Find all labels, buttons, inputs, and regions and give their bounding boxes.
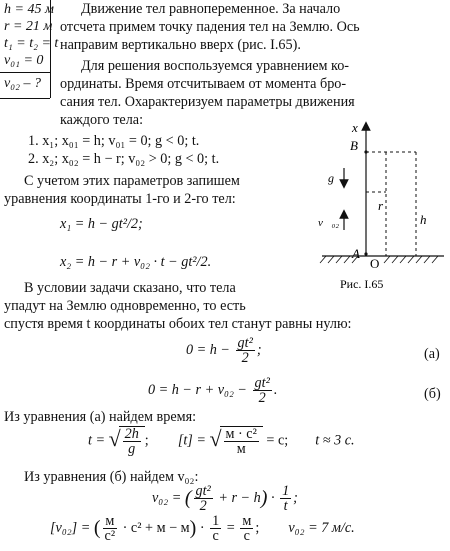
unit-d2: с [212,528,219,544]
v02-unit-equation: [v₀₂] = ( $\frac{м}{\text{с²}}$ · с² + м − м) · $\frac{1}{с}$ = $\frac{м}{с}$ ; v₀₂ = 7 м/с. [50,513,355,544]
time-lhs: t = [88,432,106,449]
time-num: 2h [124,426,139,442]
time-unit-lhs: [t] = [177,432,206,449]
sqrt-sign: √ [108,426,121,451]
v02-fraction [194,484,213,513]
given-v01: v₀₁ = 0 [4,53,44,68]
paren-close: ) [260,487,268,509]
time-approx: t ≈ 3 с. [315,432,355,449]
label-v02: v⃗₀₂ [318,217,340,229]
point-B: B [350,138,358,153]
unit-mid: · с² + м − м [122,519,190,536]
label-h: h [420,212,427,227]
figure-i65 [316,116,448,312]
v02-lhs: v₀₂ = [152,489,182,506]
intro-line-4: Для решения воспользуемся уравнением ко- [81,58,350,74]
equation-x2: x₂ = h − r + v₀₂ · t − gt²/2. [60,254,212,270]
given-divider [0,72,50,73]
time-sep: ; [144,432,149,449]
point-O: O [370,256,380,271]
params-line-1: 1. x₁; x₀₁ = h; v₀₁ = 0; g < 0; t. [28,133,200,149]
unit-frac-3 [240,514,253,543]
paren-open-2: ( [93,517,101,539]
unit-n1: м [103,514,118,529]
v02-den2: t [283,498,288,514]
given-t: t₁ = t₂ = t [4,36,59,51]
equation-b-fraction [253,376,272,405]
v02-mid: + r − h [218,489,261,506]
time-sqrt [109,426,145,456]
unit-d3: с [243,528,250,544]
mid-text-1: С учетом этих параметров запишем [24,173,240,189]
v02-equation: v₀₂ = ( $\frac{\text{gt²}}{2}$ + r − h) · $\frac{1}{t}$ ; [152,483,298,514]
v02-den: 2 [199,498,207,514]
mid-text-2: уравнения координаты 1-го и 2-го тел: [4,191,236,207]
intro-line-5: ординаты. Время отсчитываем от момента бро- [60,76,347,92]
point-A: A [352,246,360,261]
v02-unit-lhs: [v₀₂] = [50,519,91,536]
dot-A [364,252,367,255]
time-unit-den: м [236,441,246,457]
label-g: g⃗ [328,171,344,185]
intro-line-7: каждого тела: [60,112,144,128]
intro-line-3: направим вертикально вверх (рис. I.65). [60,37,301,53]
given-r: r = 21 м [4,19,53,34]
v02-result: v₀₂ = 7 м/с. [288,519,355,536]
unit-frac-2 [210,514,221,543]
dot-B [364,150,367,153]
intro-line-1: Движение тел равнопеременное. За начало [81,1,341,17]
find-v02: v₀₂ – ? [4,76,41,91]
label-r: r [378,198,384,213]
time-unit-num: м · с² [225,426,257,442]
sqrt-sign-2: √ [209,426,222,451]
equation-b-den: 2 [258,390,266,406]
unit-n2: 1 [212,513,220,529]
equation-a [186,336,262,365]
equation-x1: x₁ = h − gt²/2; [60,216,143,232]
equation-a-num: gt² [237,335,253,351]
from-b-text: Из уравнения (б) найдем v₀₂: [24,469,199,485]
given-h: h = 45 м [4,2,54,17]
time-unit-fraction [224,427,259,456]
equation-a-fraction [236,336,255,365]
equation-b-num: gt² [254,375,270,391]
given-bottom-rule [0,98,50,99]
paren-close-2: ) [189,517,197,539]
axis-label-x: x [352,120,358,135]
unit-eqs: = [226,519,235,536]
paren-open: ( [184,487,192,509]
equation-a-tag: (а) [424,346,440,362]
params-line-2: 2. x₂; x₀₂ = h − r; v₀₂ > 0; g < 0; t. [28,151,220,167]
v02-fraction-2 [280,484,291,513]
time-unit-res: = с; [266,432,289,449]
time-fraction [123,427,141,456]
equation-a-left: 0 = h − [186,341,230,358]
cond-text-3: спустя время t координаты обоих тел станут равны нулю: [4,316,352,332]
v02-end: ; [293,489,298,506]
cond-text-2: упадут на Землю одновременно, то есть [4,298,246,314]
cond-text-1: В условии задачи сказано, что тела [24,280,236,296]
v02-num: gt² [195,483,211,499]
unit-n3: м [242,513,252,529]
equation-b-tag: (б) [424,386,441,402]
equation-a-den: 2 [241,350,249,366]
from-a-text: Из уравнения (а) найдем время: [4,409,197,425]
equation-a-end: ; [256,341,262,358]
equation-b-left: 0 = h − r + v₀₂ − [148,381,247,398]
figure-caption: Рис. I.65 [340,277,384,291]
intro-line-6: сания тел. Охарактеризуем параметры движения [60,94,355,110]
time-den: g [128,441,136,457]
unit-frac-1 [103,514,118,543]
intro-line-2: отсчета примем точку падения тел на Землю. Ось [60,19,360,35]
unit-end: ; [255,519,260,536]
v02-num2: 1 [282,483,290,499]
time-unit-sqrt [210,426,263,456]
given-vertical-rule [50,0,51,98]
unit-d1: с² [104,528,116,544]
equation-b-end: . [273,381,278,398]
equation-b [148,376,277,405]
time-equation [88,426,355,456]
